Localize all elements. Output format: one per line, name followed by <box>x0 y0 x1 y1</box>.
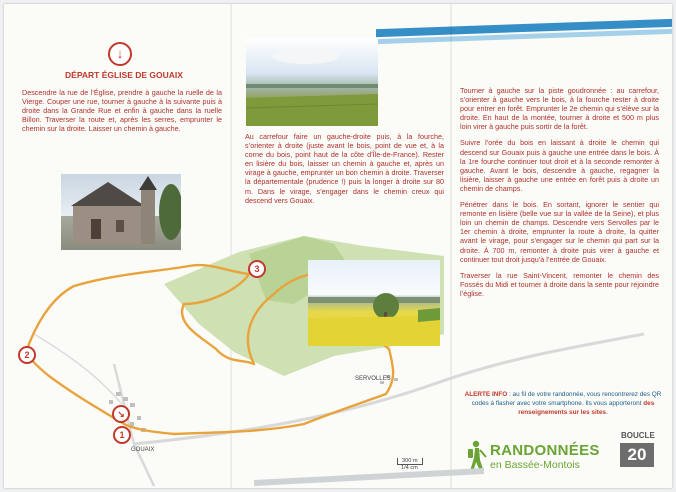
route-paragraph: Pénétrer dans le bois. En sortant, ignorer le sentier qui remonte en lisière (belle vue sur la vallée de la Seine), et plus loin un chemin de champs. Descendre vers Servolles par le 1er chemin à droite, emprunter la route à droite, la quitter avant le virage, pour s’engager sur le chemin qui part sur la droite. À 700 m, remonter à droite puis virer à gauche et continuer tout droit jusqu’à l’entrée de Gouaix. <box>460 200 659 264</box>
middle-paragraph: Au carrefour faire un gauche-droite puis, à la fourche, s’orienter à droite (juste avant le bois, point de vue et, à la corne du bois, point haut de la côte d’Île-de-France). Rester en lisière du bois, laisser un chemin à gauche et, après un virage à gauche, emprunter un bon chemin à droite. Traverser la départementale (prudence !) puis la longer à droite sur 80 m. Dans le virage, s’engager dans le chemin creux qui descend vers Gouaix. <box>245 132 444 205</box>
arrow-down-icon: ↓ <box>108 42 132 66</box>
place-label: SERVOLLES <box>355 376 391 382</box>
intro-paragraph: Descendre la rue de l’Église, prendre à gauche la ruelle de la Vierge. Couper une rue, tourner à gauche à la suivante puis à droite dans la Grande Rue et enfin à gauche dans la ruelle Billon. Traverser la route et, après les serres, emprunter le chemin sur la droite. Laisser un chemin à gauche. <box>22 88 222 134</box>
landscape-illustration <box>246 38 378 126</box>
route-paragraph: Traverser la rue Saint-Vincent, remonter le chemin des Fossés du Midi et tourner à droite dans la sente pour rejoindre l’église. <box>460 270 659 298</box>
map-marker: 2 <box>18 346 36 364</box>
start-title: DÉPART ÉGLISE DE GOUAIX <box>65 70 183 80</box>
field-illustration <box>308 260 440 346</box>
brand-title: RANDONNÉES <box>490 442 600 459</box>
brochure-page <box>4 4 672 488</box>
road <box>34 334 122 404</box>
alert-info <box>463 391 663 417</box>
loop-number-badge: 20 <box>620 443 654 467</box>
map-scale: 300 m 1/4 cm <box>397 458 423 471</box>
landscape-photo <box>246 38 378 126</box>
alert-label: ALERTE INFO <box>464 391 508 398</box>
rapeseed-field-photo <box>308 260 440 346</box>
alert-text: : au fil de votre randonnée, vous rencontrerez des QR codes à flasher avec votre smartphone. Ils vous apporteront <box>471 391 662 407</box>
alert-highlight: des renseignements sur les sites <box>518 399 655 416</box>
map-marker: 1 <box>113 426 131 444</box>
map-start-marker: ↘ <box>112 405 130 423</box>
map-marker: 3 <box>248 260 266 278</box>
right-column <box>460 86 659 305</box>
church-photo <box>61 174 181 250</box>
alert-end: . <box>605 408 608 416</box>
village-blocks <box>109 375 398 432</box>
brand-subtitle: en Bassée-Montois <box>490 459 580 471</box>
loop-label: BOUCLE <box>621 431 655 440</box>
route-paragraph: Tourner à gauche sur la piste goudronnée : au carrefour, s’orienter à gauche vers le bois, à la fourche rester à droite pour entrer en forêt. Emprunter le 2e chemin qui s’élève sur la droite. En haut de la montée, tourner à droite et 500 m plus loin virer à gauche puis sortir de la forêt. <box>460 86 659 132</box>
church-illustration <box>61 174 181 250</box>
route-paragraph: Suivre l’orée du bois en laissant à droite le chemin qui descend sur Gouaix puis à gauche une entrée dans le bois. À la 1re fourche continuer tout droit et à la seconde remonter à gauche. Avant le bois, descendre à gauche, regagner la lisière, laisser à gauche une entrée en forêt puis à droite un chemin de champs. <box>460 138 659 193</box>
place-label: GOUAIX <box>131 447 155 453</box>
